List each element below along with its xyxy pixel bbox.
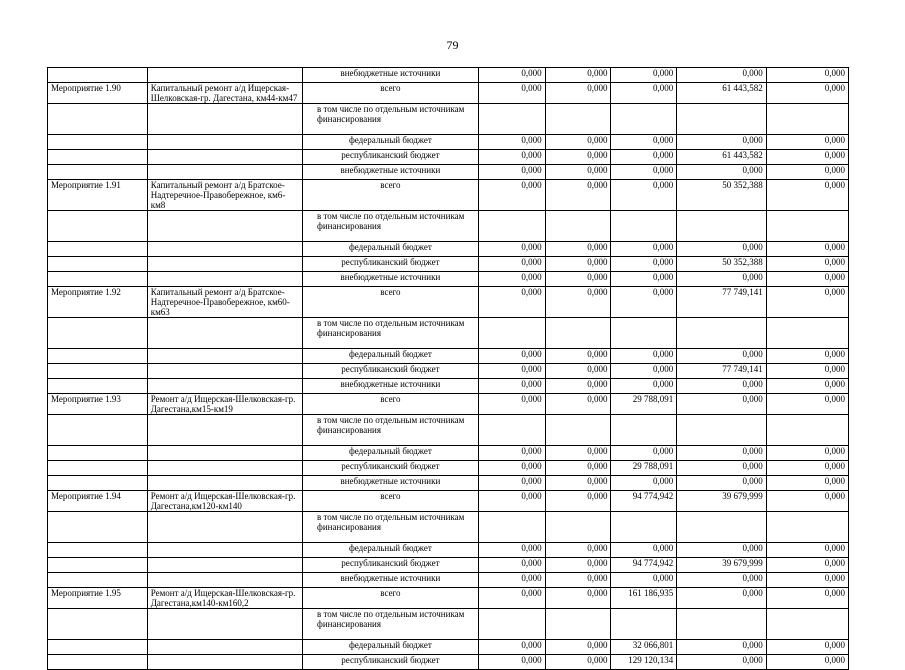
table-row bbox=[48, 68, 849, 83]
measure-name-cell: Капитальный ремонт а/д Ищерская-Шелковская-гр. Дагестана, км44-км47 bbox=[147, 83, 302, 104]
source-cell: республиканский бюджет bbox=[302, 364, 478, 379]
source-cell: всего bbox=[302, 491, 478, 512]
table-row bbox=[48, 543, 849, 558]
value-cell: 0,000 bbox=[545, 461, 611, 476]
value-cell: 77 749,141 bbox=[677, 287, 766, 318]
value-cell: 0,000 bbox=[478, 287, 545, 318]
table-row bbox=[48, 287, 849, 318]
measure-code-cell bbox=[48, 573, 148, 588]
measure-name-cell bbox=[147, 349, 302, 364]
measure-code-cell bbox=[48, 104, 148, 135]
value-cell: 0,000 bbox=[545, 287, 611, 318]
measure-name-cell bbox=[147, 272, 302, 287]
table-row bbox=[48, 135, 849, 150]
value-cell bbox=[611, 512, 677, 543]
source-cell: республиканский бюджет bbox=[302, 150, 478, 165]
source-cell: всего bbox=[302, 394, 478, 415]
value-cell: 0,000 bbox=[766, 83, 848, 104]
measure-code-cell bbox=[48, 364, 148, 379]
value-cell: 0,000 bbox=[545, 364, 611, 379]
source-cell: федеральный бюджет bbox=[302, 135, 478, 150]
value-cell: 0,000 bbox=[677, 588, 766, 609]
source-cell: республиканский бюджет bbox=[302, 655, 478, 670]
value-cell: 0,000 bbox=[545, 491, 611, 512]
value-cell bbox=[611, 415, 677, 446]
value-cell bbox=[677, 415, 766, 446]
source-cell: республиканский бюджет bbox=[302, 257, 478, 272]
measure-name-cell bbox=[147, 512, 302, 543]
value-cell: 0,000 bbox=[611, 272, 677, 287]
value-cell: 0,000 bbox=[611, 543, 677, 558]
value-cell: 32 066,801 bbox=[611, 640, 677, 655]
value-cell: 0,000 bbox=[545, 379, 611, 394]
value-cell: 0,000 bbox=[766, 446, 848, 461]
value-cell: 0,000 bbox=[766, 655, 848, 670]
value-cell: 161 186,935 bbox=[611, 588, 677, 609]
measure-name-cell bbox=[147, 543, 302, 558]
source-cell: федеральный бюджет bbox=[302, 349, 478, 364]
value-cell: 0,000 bbox=[545, 242, 611, 257]
value-cell: 0,000 bbox=[766, 68, 848, 83]
measure-code-cell: Мероприятие 1.94 bbox=[48, 491, 148, 512]
measure-name-cell: Капитальный ремонт а/д Братское-Надтеречное-Правобережное, км60-км63 bbox=[147, 287, 302, 318]
source-cell: республиканский бюджет bbox=[302, 461, 478, 476]
table-row bbox=[48, 211, 849, 242]
measure-code-cell bbox=[48, 446, 148, 461]
table-row bbox=[48, 165, 849, 180]
value-cell bbox=[478, 211, 545, 242]
value-cell: 29 788,091 bbox=[611, 461, 677, 476]
measure-name-cell bbox=[147, 165, 302, 180]
measure-name-cell bbox=[147, 242, 302, 257]
table-row bbox=[48, 272, 849, 287]
value-cell: 0,000 bbox=[766, 558, 848, 573]
value-cell bbox=[766, 609, 848, 640]
value-cell: 0,000 bbox=[611, 349, 677, 364]
value-cell: 0,000 bbox=[766, 272, 848, 287]
value-cell: 0,000 bbox=[545, 655, 611, 670]
value-cell: 0,000 bbox=[766, 461, 848, 476]
value-cell: 129 120,134 bbox=[611, 655, 677, 670]
value-cell: 0,000 bbox=[478, 165, 545, 180]
measure-name-cell bbox=[147, 68, 302, 83]
value-cell: 0,000 bbox=[677, 543, 766, 558]
value-cell: 0,000 bbox=[478, 476, 545, 491]
measure-code-cell bbox=[48, 415, 148, 446]
measure-code-cell: Мероприятие 1.93 bbox=[48, 394, 148, 415]
value-cell: 77 749,141 bbox=[677, 364, 766, 379]
value-cell: 0,000 bbox=[766, 588, 848, 609]
table-row bbox=[48, 573, 849, 588]
measure-name-cell bbox=[147, 573, 302, 588]
measure-name-cell bbox=[147, 476, 302, 491]
source-cell: внебюджетные источники bbox=[302, 379, 478, 394]
value-cell: 0,000 bbox=[611, 68, 677, 83]
value-cell: 0,000 bbox=[545, 394, 611, 415]
source-cell: в том числе по отдельным источникам финансирования bbox=[302, 318, 478, 349]
value-cell bbox=[611, 318, 677, 349]
value-cell: 0,000 bbox=[545, 573, 611, 588]
value-cell: 0,000 bbox=[478, 640, 545, 655]
measure-name-cell bbox=[147, 446, 302, 461]
measure-code-cell bbox=[48, 318, 148, 349]
table-row bbox=[48, 364, 849, 379]
value-cell: 0,000 bbox=[677, 446, 766, 461]
table-row bbox=[48, 104, 849, 135]
measure-code-cell bbox=[48, 461, 148, 476]
value-cell bbox=[478, 104, 545, 135]
value-cell: 0,000 bbox=[766, 180, 848, 211]
value-cell: 0,000 bbox=[677, 573, 766, 588]
value-cell: 50 352,388 bbox=[677, 180, 766, 211]
source-cell: федеральный бюджет bbox=[302, 446, 478, 461]
value-cell: 0,000 bbox=[677, 165, 766, 180]
value-cell: 0,000 bbox=[478, 379, 545, 394]
value-cell bbox=[677, 318, 766, 349]
measure-name-cell bbox=[147, 655, 302, 670]
source-cell: в том числе по отдельным источникам финансирования bbox=[302, 104, 478, 135]
value-cell bbox=[478, 415, 545, 446]
value-cell: 0,000 bbox=[677, 640, 766, 655]
measure-code-cell bbox=[48, 272, 148, 287]
measure-name-cell: Капитальный ремонт а/д Братское-Надтеречное-Правобережное, км6-км8 bbox=[147, 180, 302, 211]
value-cell: 0,000 bbox=[478, 558, 545, 573]
value-cell bbox=[545, 318, 611, 349]
value-cell bbox=[478, 318, 545, 349]
measure-name-cell bbox=[147, 415, 302, 446]
value-cell: 0,000 bbox=[545, 476, 611, 491]
value-cell: 0,000 bbox=[545, 257, 611, 272]
value-cell bbox=[766, 512, 848, 543]
value-cell: 0,000 bbox=[766, 640, 848, 655]
value-cell: 0,000 bbox=[545, 150, 611, 165]
value-cell bbox=[478, 512, 545, 543]
source-cell: республиканский бюджет bbox=[302, 558, 478, 573]
measure-name-cell bbox=[147, 318, 302, 349]
value-cell: 0,000 bbox=[677, 476, 766, 491]
value-cell: 0,000 bbox=[766, 287, 848, 318]
table-row bbox=[48, 349, 849, 364]
table-row bbox=[48, 180, 849, 211]
table-row bbox=[48, 394, 849, 415]
value-cell: 0,000 bbox=[545, 640, 611, 655]
value-cell: 0,000 bbox=[677, 349, 766, 364]
measure-code-cell bbox=[48, 512, 148, 543]
measure-name-cell bbox=[147, 640, 302, 655]
source-cell: внебюджетные источники bbox=[302, 272, 478, 287]
measure-name-cell: Ремонт а/д Ищерская-Шелковская-гр. Дагестана,км120-км140 bbox=[147, 491, 302, 512]
source-cell: в том числе по отдельным источникам финансирования bbox=[302, 609, 478, 640]
measure-code-cell: Мероприятие 1.95 bbox=[48, 588, 148, 609]
value-cell: 0,000 bbox=[478, 257, 545, 272]
value-cell: 0,000 bbox=[611, 165, 677, 180]
table-row bbox=[48, 491, 849, 512]
value-cell: 0,000 bbox=[478, 491, 545, 512]
value-cell: 0,000 bbox=[677, 272, 766, 287]
financing-table bbox=[47, 67, 849, 670]
value-cell: 0,000 bbox=[545, 446, 611, 461]
value-cell: 0,000 bbox=[545, 68, 611, 83]
value-cell: 0,000 bbox=[766, 491, 848, 512]
measure-name-cell bbox=[147, 379, 302, 394]
value-cell bbox=[766, 415, 848, 446]
measure-name-cell: Ремонт а/д Ищерская-Шелковская-гр. Дагестана,км15-км19 bbox=[147, 394, 302, 415]
value-cell: 0,000 bbox=[545, 165, 611, 180]
value-cell: 0,000 bbox=[611, 446, 677, 461]
value-cell: 0,000 bbox=[677, 394, 766, 415]
value-cell: 0,000 bbox=[611, 476, 677, 491]
value-cell: 0,000 bbox=[766, 242, 848, 257]
value-cell: 0,000 bbox=[611, 135, 677, 150]
value-cell: 0,000 bbox=[677, 461, 766, 476]
measure-code-cell bbox=[48, 609, 148, 640]
table-row bbox=[48, 446, 849, 461]
value-cell: 0,000 bbox=[766, 394, 848, 415]
value-cell: 0,000 bbox=[545, 180, 611, 211]
value-cell: 0,000 bbox=[478, 446, 545, 461]
table-row bbox=[48, 609, 849, 640]
value-cell: 0,000 bbox=[478, 573, 545, 588]
measure-code-cell bbox=[48, 476, 148, 491]
measure-code-cell bbox=[48, 242, 148, 257]
source-cell: всего bbox=[302, 180, 478, 211]
value-cell: 0,000 bbox=[766, 364, 848, 379]
measure-code-cell bbox=[48, 640, 148, 655]
measure-code-cell: Мероприятие 1.90 bbox=[48, 83, 148, 104]
value-cell: 61 443,582 bbox=[677, 150, 766, 165]
value-cell: 0,000 bbox=[611, 180, 677, 211]
source-cell: федеральный бюджет bbox=[302, 640, 478, 655]
value-cell: 0,000 bbox=[478, 364, 545, 379]
source-cell: внебюджетные источники bbox=[302, 68, 478, 83]
value-cell: 0,000 bbox=[478, 655, 545, 670]
value-cell: 0,000 bbox=[677, 379, 766, 394]
table-row bbox=[48, 640, 849, 655]
value-cell bbox=[545, 104, 611, 135]
value-cell: 0,000 bbox=[766, 476, 848, 491]
measure-code-cell bbox=[48, 558, 148, 573]
measure-code-cell bbox=[48, 349, 148, 364]
value-cell: 0,000 bbox=[611, 287, 677, 318]
source-cell: всего bbox=[302, 287, 478, 318]
value-cell: 0,000 bbox=[766, 165, 848, 180]
measure-name-cell bbox=[147, 150, 302, 165]
table-row bbox=[48, 257, 849, 272]
value-cell: 0,000 bbox=[611, 257, 677, 272]
measure-code-cell bbox=[48, 165, 148, 180]
value-cell: 0,000 bbox=[545, 588, 611, 609]
value-cell: 0,000 bbox=[766, 135, 848, 150]
value-cell: 0,000 bbox=[677, 68, 766, 83]
page-number: 79 bbox=[446, 38, 459, 52]
source-cell: в том числе по отдельным источникам финансирования bbox=[302, 512, 478, 543]
measure-name-cell bbox=[147, 104, 302, 135]
measure-code-cell bbox=[48, 543, 148, 558]
source-cell: внебюджетные источники bbox=[302, 476, 478, 491]
measure-name-cell bbox=[147, 135, 302, 150]
measure-code-cell bbox=[48, 150, 148, 165]
value-cell: 0,000 bbox=[478, 272, 545, 287]
source-cell: всего bbox=[302, 83, 478, 104]
value-cell: 94 774,942 bbox=[611, 491, 677, 512]
value-cell: 0,000 bbox=[545, 135, 611, 150]
value-cell: 0,000 bbox=[611, 379, 677, 394]
value-cell bbox=[611, 609, 677, 640]
value-cell bbox=[766, 318, 848, 349]
table-body bbox=[48, 68, 849, 670]
table-row bbox=[48, 655, 849, 670]
measure-name-cell bbox=[147, 364, 302, 379]
value-cell: 0,000 bbox=[766, 349, 848, 364]
table-row bbox=[48, 242, 849, 257]
value-cell: 0,000 bbox=[766, 573, 848, 588]
value-cell: 0,000 bbox=[478, 349, 545, 364]
value-cell: 0,000 bbox=[545, 272, 611, 287]
source-cell: в том числе по отдельным источникам финансирования bbox=[302, 415, 478, 446]
value-cell: 0,000 bbox=[478, 242, 545, 257]
value-cell: 0,000 bbox=[611, 573, 677, 588]
value-cell: 0,000 bbox=[478, 543, 545, 558]
value-cell: 0,000 bbox=[677, 242, 766, 257]
measure-code-cell bbox=[48, 379, 148, 394]
value-cell: 50 352,388 bbox=[677, 257, 766, 272]
value-cell bbox=[545, 415, 611, 446]
value-cell bbox=[545, 512, 611, 543]
value-cell: 0,000 bbox=[766, 379, 848, 394]
value-cell: 61 443,582 bbox=[677, 83, 766, 104]
table-row bbox=[48, 379, 849, 394]
value-cell bbox=[611, 104, 677, 135]
table-row bbox=[48, 318, 849, 349]
value-cell: 0,000 bbox=[545, 558, 611, 573]
value-cell: 0,000 bbox=[611, 150, 677, 165]
table-row bbox=[48, 415, 849, 446]
value-cell: 94 774,942 bbox=[611, 558, 677, 573]
measure-name-cell bbox=[147, 461, 302, 476]
measure-code-cell bbox=[48, 655, 148, 670]
value-cell bbox=[478, 609, 545, 640]
value-cell bbox=[677, 211, 766, 242]
value-cell: 0,000 bbox=[766, 150, 848, 165]
value-cell: 0,000 bbox=[611, 364, 677, 379]
value-cell: 0,000 bbox=[611, 83, 677, 104]
value-cell bbox=[766, 211, 848, 242]
measure-code-cell: Мероприятие 1.92 bbox=[48, 287, 148, 318]
value-cell bbox=[611, 211, 677, 242]
source-cell: внебюджетные источники bbox=[302, 573, 478, 588]
value-cell: 0,000 bbox=[478, 135, 545, 150]
value-cell bbox=[677, 104, 766, 135]
measure-name-cell bbox=[147, 609, 302, 640]
measure-name-cell bbox=[147, 257, 302, 272]
value-cell: 39 679,999 bbox=[677, 491, 766, 512]
measure-name-cell bbox=[147, 211, 302, 242]
value-cell: 39 679,999 bbox=[677, 558, 766, 573]
source-cell: федеральный бюджет bbox=[302, 543, 478, 558]
table-row bbox=[48, 83, 849, 104]
value-cell: 0,000 bbox=[478, 68, 545, 83]
value-cell: 0,000 bbox=[478, 180, 545, 211]
value-cell: 0,000 bbox=[611, 242, 677, 257]
measure-name-cell bbox=[147, 558, 302, 573]
table-row bbox=[48, 558, 849, 573]
table-row bbox=[48, 461, 849, 476]
value-cell: 0,000 bbox=[478, 588, 545, 609]
measure-code-cell bbox=[48, 135, 148, 150]
table-row bbox=[48, 512, 849, 543]
value-cell: 0,000 bbox=[478, 83, 545, 104]
value-cell: 0,000 bbox=[478, 394, 545, 415]
value-cell: 0,000 bbox=[478, 461, 545, 476]
value-cell: 0,000 bbox=[677, 655, 766, 670]
value-cell: 0,000 bbox=[766, 257, 848, 272]
measure-code-cell bbox=[48, 211, 148, 242]
value-cell bbox=[677, 609, 766, 640]
value-cell bbox=[545, 609, 611, 640]
measure-code-cell: Мероприятие 1.91 bbox=[48, 180, 148, 211]
table-row bbox=[48, 588, 849, 609]
source-cell: в том числе по отдельным источникам финансирования bbox=[302, 211, 478, 242]
value-cell bbox=[677, 512, 766, 543]
value-cell: 0,000 bbox=[677, 135, 766, 150]
value-cell: 0,000 bbox=[766, 543, 848, 558]
value-cell: 0,000 bbox=[478, 150, 545, 165]
table-row bbox=[48, 476, 849, 491]
value-cell: 0,000 bbox=[545, 83, 611, 104]
measure-name-cell: Ремонт а/д Ищерская-Шелковская-гр. Дагестана,км140-км160,2 bbox=[147, 588, 302, 609]
value-cell: 29 788,091 bbox=[611, 394, 677, 415]
source-cell: внебюджетные источники bbox=[302, 165, 478, 180]
measure-code-cell bbox=[48, 68, 148, 83]
table-row bbox=[48, 150, 849, 165]
source-cell: всего bbox=[302, 588, 478, 609]
value-cell: 0,000 bbox=[545, 543, 611, 558]
source-cell: федеральный бюджет bbox=[302, 242, 478, 257]
value-cell bbox=[766, 104, 848, 135]
measure-code-cell bbox=[48, 257, 148, 272]
value-cell bbox=[545, 211, 611, 242]
value-cell: 0,000 bbox=[545, 349, 611, 364]
